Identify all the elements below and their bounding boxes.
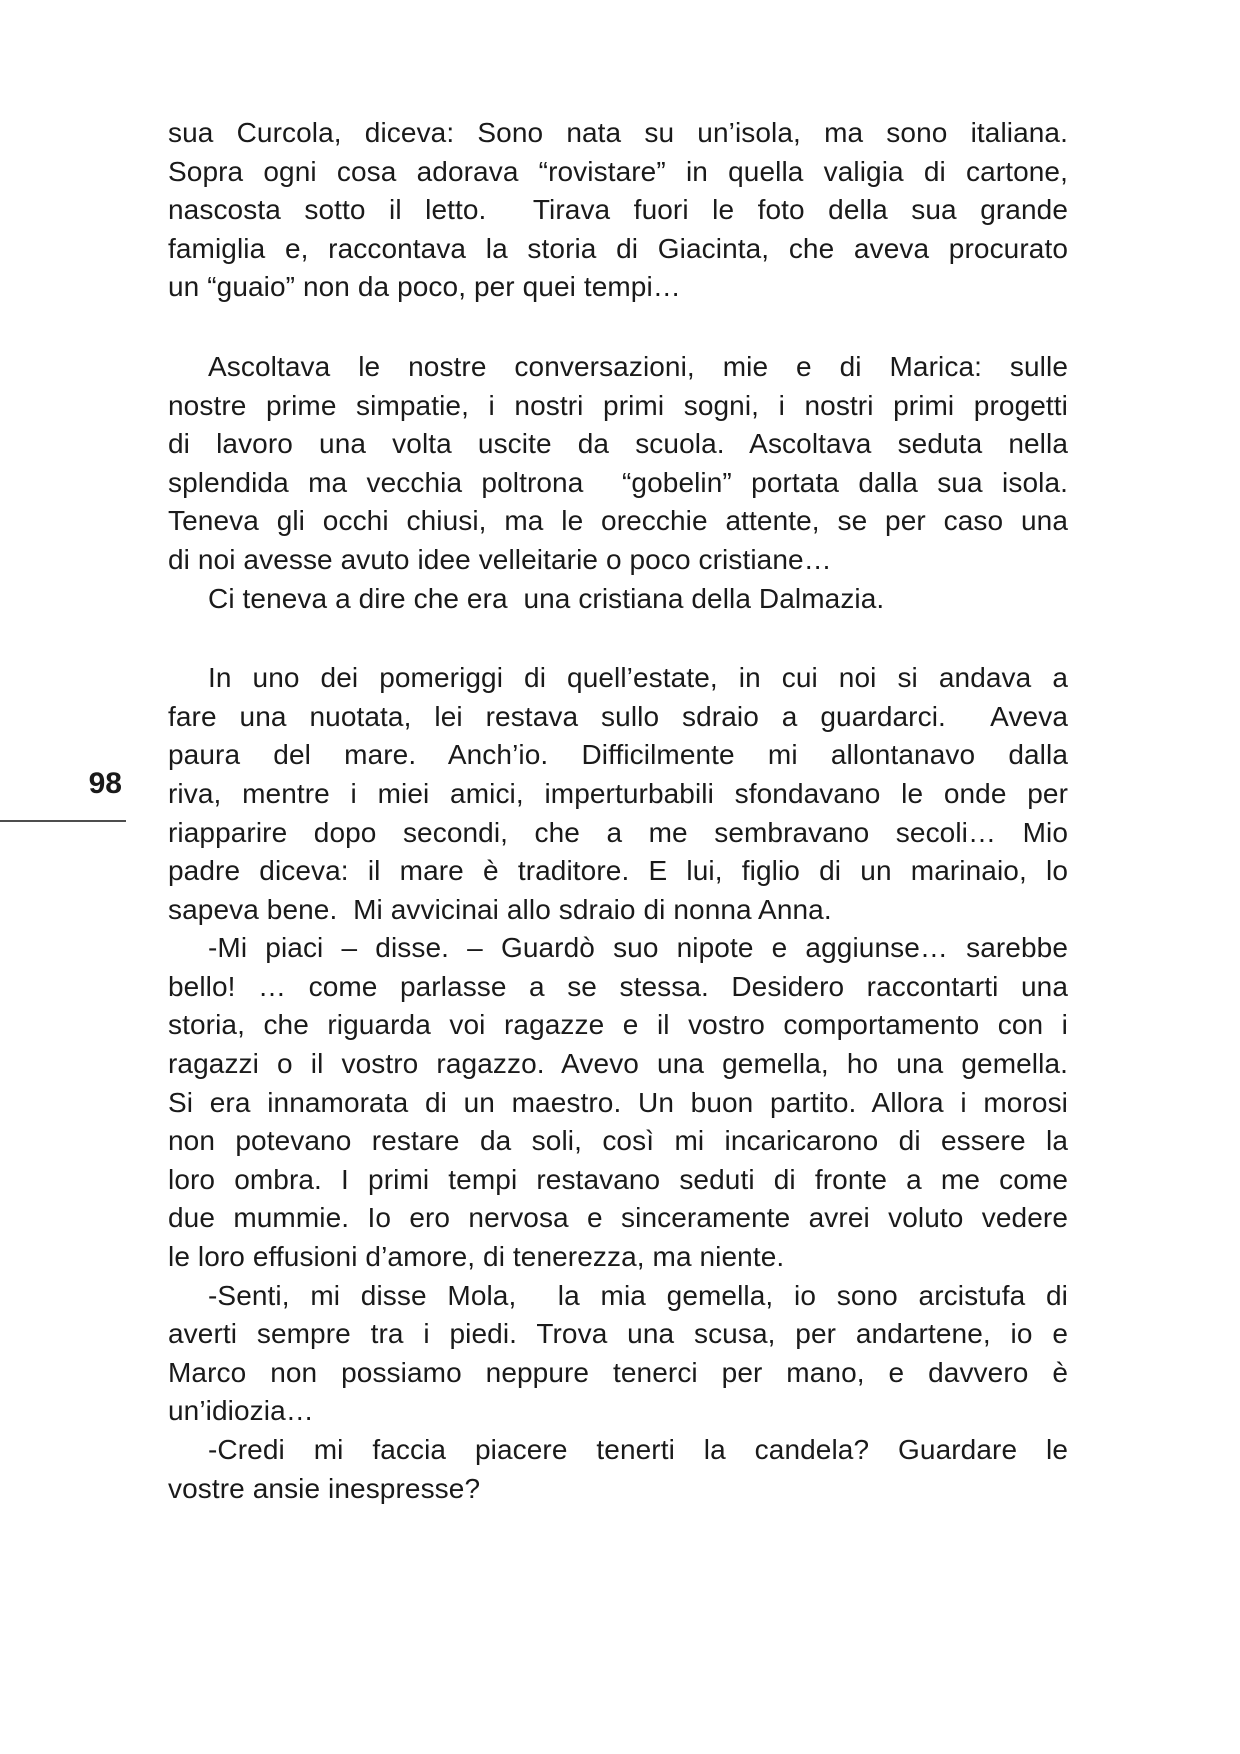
text-line: riapparire dopo secondi, che a me sembravano secoli… Mio xyxy=(168,816,1068,848)
text-line: -Credi mi faccia piacere tenerti la candela? Guardare le xyxy=(208,1434,1068,1465)
text-block xyxy=(168,114,1068,1508)
text-line: averti sempre tra i piedi. Trova una scusa, per andartene, io e xyxy=(168,1318,1068,1350)
paragraph xyxy=(168,114,1068,307)
text-line: -Mi piaci – disse. – Guardò suo nipote e aggiunse… sarebbe xyxy=(208,932,1068,964)
text-line: sapeva bene. Mi avvicinai allo sdraio di nonna Anna. xyxy=(168,893,832,925)
text-line: riva, mentre i miei amici, imperturbabili sfondavano le onde per xyxy=(168,777,1068,809)
text-line: di noi avesse avuto idee velleitarie o poco cristiane… xyxy=(168,543,832,575)
text-line: sua Curcola, diceva: Sono nata su un’isola, ma sono italiana. xyxy=(168,117,1068,148)
paragraph xyxy=(168,929,1068,1276)
text-line: un “guaio” non da poco, per quei tempi… xyxy=(168,271,681,303)
paragraph xyxy=(168,348,1068,580)
text-line: Si era innamorata di un maestro. Un buon partito. Allora i morosi xyxy=(168,1086,1068,1118)
text-line: non potevano restare da soli, così mi incaricarono di essere la xyxy=(168,1125,1068,1157)
text-line: bello! … come parlasse a se stessa. Desidero raccontarti una xyxy=(168,970,1068,1002)
text-line: Ci teneva a dire che era una cristiana della Dalmazia. xyxy=(208,582,885,614)
text-line: famiglia e, raccontava la storia di Giacinta, che aveva procurato xyxy=(168,232,1068,264)
text-line: due mummie. Io ero nervosa e sinceramente avrei voluto vedere xyxy=(168,1202,1068,1234)
paragraph xyxy=(168,580,1068,619)
text-line: In uno dei pomeriggi di quell’estate, in cui noi si andava a xyxy=(208,662,1068,694)
text-line: storia, che riguarda voi ragazze e il vostro comportamento con i xyxy=(168,1009,1068,1041)
text-line: Marco non possiamo neppure tenerci per mano, e davvero è xyxy=(168,1356,1068,1388)
text-line: paura del mare. Anch’io. Difficilmente mi allontanavo dalla xyxy=(168,739,1068,771)
text-line: le loro effusioni d’amore, di tenerezza, ma niente. xyxy=(168,1241,785,1273)
text-line: nascosta sotto il letto. Tirava fuori le foto della sua grande xyxy=(168,194,1068,226)
text-line: padre diceva: il mare è traditore. E lui, figlio di un marinaio, lo xyxy=(168,855,1068,887)
text-line: Sopra ogni cosa adorava “rovistare” in quella valigia di cartone, xyxy=(168,155,1068,187)
text-line: -Senti, mi disse Mola, la mia gemella, io sono arcistufa di xyxy=(208,1279,1068,1311)
text-line: fare una nuotata, lei restava sullo sdraio a guardarci. Aveva xyxy=(168,700,1068,732)
page-number: 98 xyxy=(88,767,122,800)
text-line: vostre ansie inespresse? xyxy=(168,1472,481,1504)
margin-rule xyxy=(0,820,126,822)
text-line: Teneva gli occhi chiusi, ma le orecchie attente, se per caso una xyxy=(168,505,1068,537)
text-line: loro ombra. I primi tempi restavano seduti di fronte a me come xyxy=(168,1163,1068,1195)
text-line: Ascoltava le nostre conversazioni, mie e di Marica: sulle xyxy=(208,350,1068,382)
paragraph xyxy=(168,1277,1068,1431)
text-line: nostre prime simpatie, i nostri primi sogni, i nostri primi progetti xyxy=(168,389,1068,421)
text-line: di lavoro una volta uscite da scuola. Ascoltava seduta nella xyxy=(168,428,1068,460)
text-line: splendida ma vecchia poltrona “gobelin” portata dalla sua isola. xyxy=(168,466,1068,498)
paragraph xyxy=(168,659,1068,929)
paragraph xyxy=(168,1431,1068,1508)
text-line: ragazzi o il vostro ragazzo. Avevo una gemella, ho una gemella. xyxy=(168,1048,1068,1080)
text-line: un’idiozia… xyxy=(168,1395,314,1427)
